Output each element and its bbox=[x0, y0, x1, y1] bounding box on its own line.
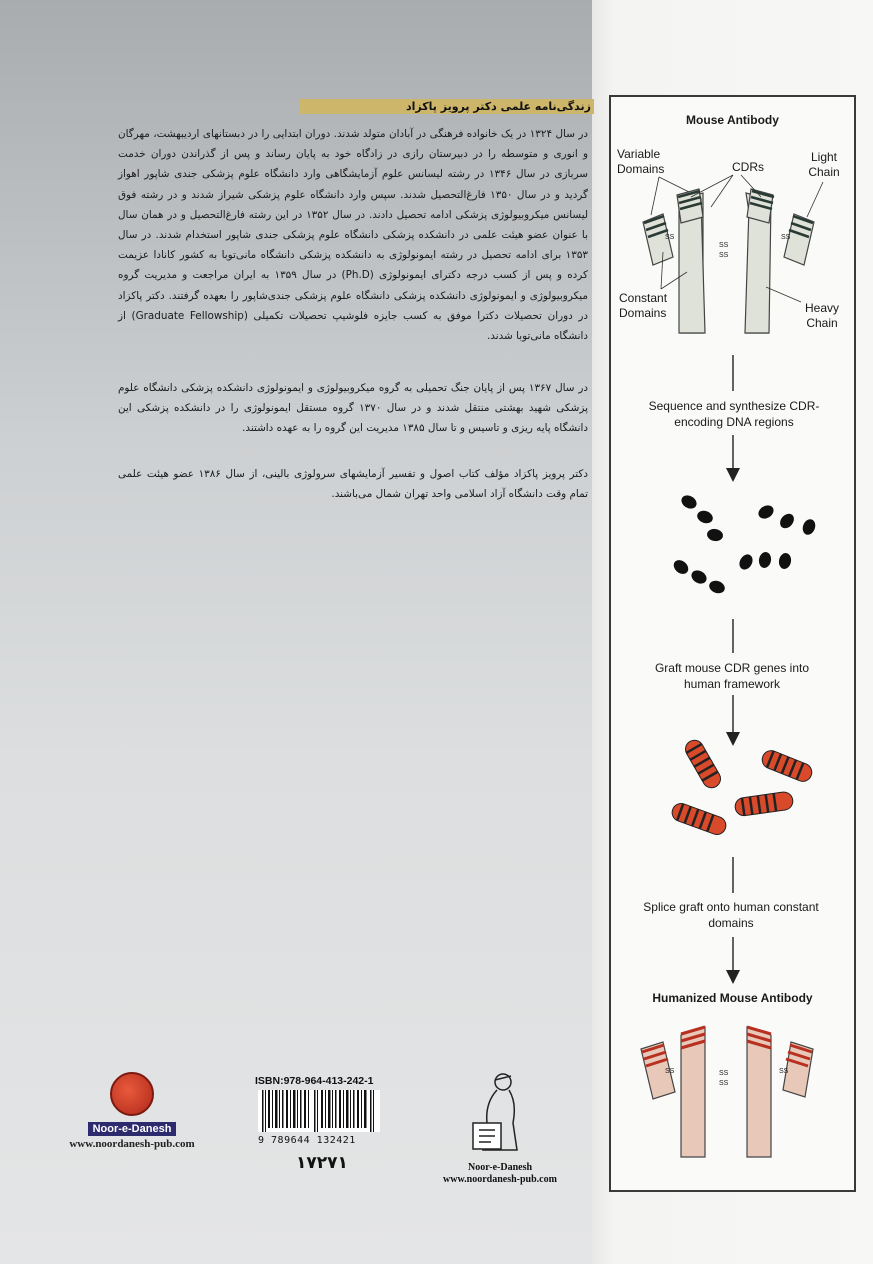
ss-bond-right: SS bbox=[781, 234, 791, 241]
catalog-code: ۱۷۲۷۱ bbox=[296, 1153, 348, 1173]
bio-title: زندگی‌نامه علمی دکتر پرویز پاکزاد bbox=[300, 99, 594, 114]
step-graft-label: Graft mouse CDR genes into human framework bbox=[654, 661, 810, 691]
humanized-ss-left: SS bbox=[665, 1068, 675, 1075]
final-title: Humanized Mouse Antibody bbox=[652, 991, 813, 1005]
step-sequence-label: Sequence and synthesize CDR-encoding DNA regions bbox=[648, 399, 820, 429]
publisher-logo-block bbox=[62, 1072, 202, 1150]
label-constant-domains: Constant Domains bbox=[619, 291, 668, 320]
antibody-figure-frame bbox=[609, 95, 856, 1192]
humanized-ss-hinge-2: SS bbox=[719, 1080, 729, 1087]
mouse-cdr-bands bbox=[644, 191, 813, 237]
barcode-icon bbox=[258, 1090, 380, 1132]
grafted-gene-segments bbox=[670, 737, 815, 837]
scholar-mascot-icon bbox=[465, 1068, 535, 1158]
isbn: ISBN:978-964-413-242-1 bbox=[255, 1075, 374, 1087]
publisher-caption bbox=[430, 1162, 570, 1186]
bio-paragraph-2: در سال ۱۳۶۷ پس از پایان جنگ تحمیلی به گروه میکروبیولوژی و ایمونولوژی دانشکده پزشکی دانشگاه علوم پزشکی شهید بهشتی منتقل شدند و در سال ۱۳۷۰ گروه مستقل ایمونولوژی را در دانشکده پزشکی این دانشگاه پایه ریزی و تاسیس و تا سال ۱۳۸۵ مدیریت این گروه را به عهده داشتند. bbox=[118, 382, 588, 435]
label-variable-domains: Variable Domains bbox=[617, 147, 665, 176]
ss-bond-left: SS bbox=[665, 234, 675, 241]
antibody-diagram bbox=[611, 97, 854, 1190]
figure-title: Mouse Antibody bbox=[686, 113, 779, 127]
bio-paragraph-1: در سال ۱۳۲۴ در یک خانواده فرهنگی در آبادان متولد شدند. دوران ابتدایی را در دبستانهای اردیبهشت، مهرگان و انوری و متوسطه را در دبیرستان رازی در زادگاه خود به پایان رساند و پس از گذراندن دوران خدمت سربازی در سال ۱۳۴۶ در رشته لیسانس علوم آزمایشگاهی وارد دانشگاه علوم پزشکی جندی شاپور اهواز گردید و در سال ۱۳۵۰ فارغ‌التحصیل شدند. سپس وارد دانشگاه علوم پزشکی شیراز شدند و در رشته فوق لیسانس میکروبیولوژی پزشکی ادامه تحصیل دادند. در سال ۱۳۵۲ در این رشته فارغ‌التحصیل و در همان سال با عنوان عضو هیئت علمی در دانشکده پزشکی دانشگاه علوم پزشکی جندی شاپور استخدام شدند. در سال ۱۳۵۳ برای ادامه تحصیل در رشته ایمونولوژی به دانشکده پزشکی دانشگاه مانی‌توبا به کشور کانادا عزیمت کرده و پس از کسب درجه دکترای ایمونولوژی (Ph.D) در سال ۱۳۵۹ به ایران مراجعت و مدیریت گروه میکروبیولوژی و ایمونولوژی دانشکده پزشکی دانشگاه علوم پزشکی جندی‌شاپور را بعهده گرفتند. دکتر پاکزاد در دوران تحصیلات دکترا موفق به کسب جایزه فلوشیپ تحصیلات تکمیلی (Graduate Fellowship) از دانشگاه مانی‌توبا شدند. bbox=[118, 128, 589, 343]
humanized-cdr-bands bbox=[642, 1027, 812, 1066]
humanized-ss-hinge-1: SS bbox=[719, 1070, 729, 1077]
publisher-url: www.noordanesh-pub.com bbox=[69, 1138, 195, 1150]
label-light-chain: Light Chain bbox=[808, 150, 840, 179]
humanized-ss-right: SS bbox=[779, 1068, 789, 1075]
ss-bond-hinge-2: SS bbox=[719, 252, 729, 259]
publisher-caption-url: www.noordanesh-pub.com bbox=[443, 1174, 557, 1185]
bio-paragraph-3: دکتر پرویز پاکزاد مؤلف کتاب اصول و تفسیر آزمایشهای سرولوژی بالینی، از سال ۱۳۸۶ عضو هیئت علمی تمام وقت دانشگاه آزاد اسلامی واحد تهران شمال می‌باشند. bbox=[118, 468, 588, 501]
humanized-antibody bbox=[641, 1027, 813, 1157]
publisher-caption-name: Noor-e-Danesh bbox=[467, 1162, 533, 1173]
step-splice-label: Splice graft onto human constant domains bbox=[643, 900, 819, 930]
label-heavy-chain: Heavy Chain bbox=[804, 301, 839, 330]
publisher-name: Noor-e-Danesh bbox=[88, 1122, 177, 1136]
barcode-digits: 9 789644 132421 bbox=[258, 1135, 356, 1146]
cdr-dna-fragments bbox=[671, 493, 817, 596]
ss-bond-hinge-1: SS bbox=[719, 242, 729, 249]
label-cdrs: CDRs bbox=[732, 160, 764, 174]
mouse-antibody bbox=[643, 189, 814, 333]
publisher-logo-icon bbox=[110, 1072, 154, 1116]
